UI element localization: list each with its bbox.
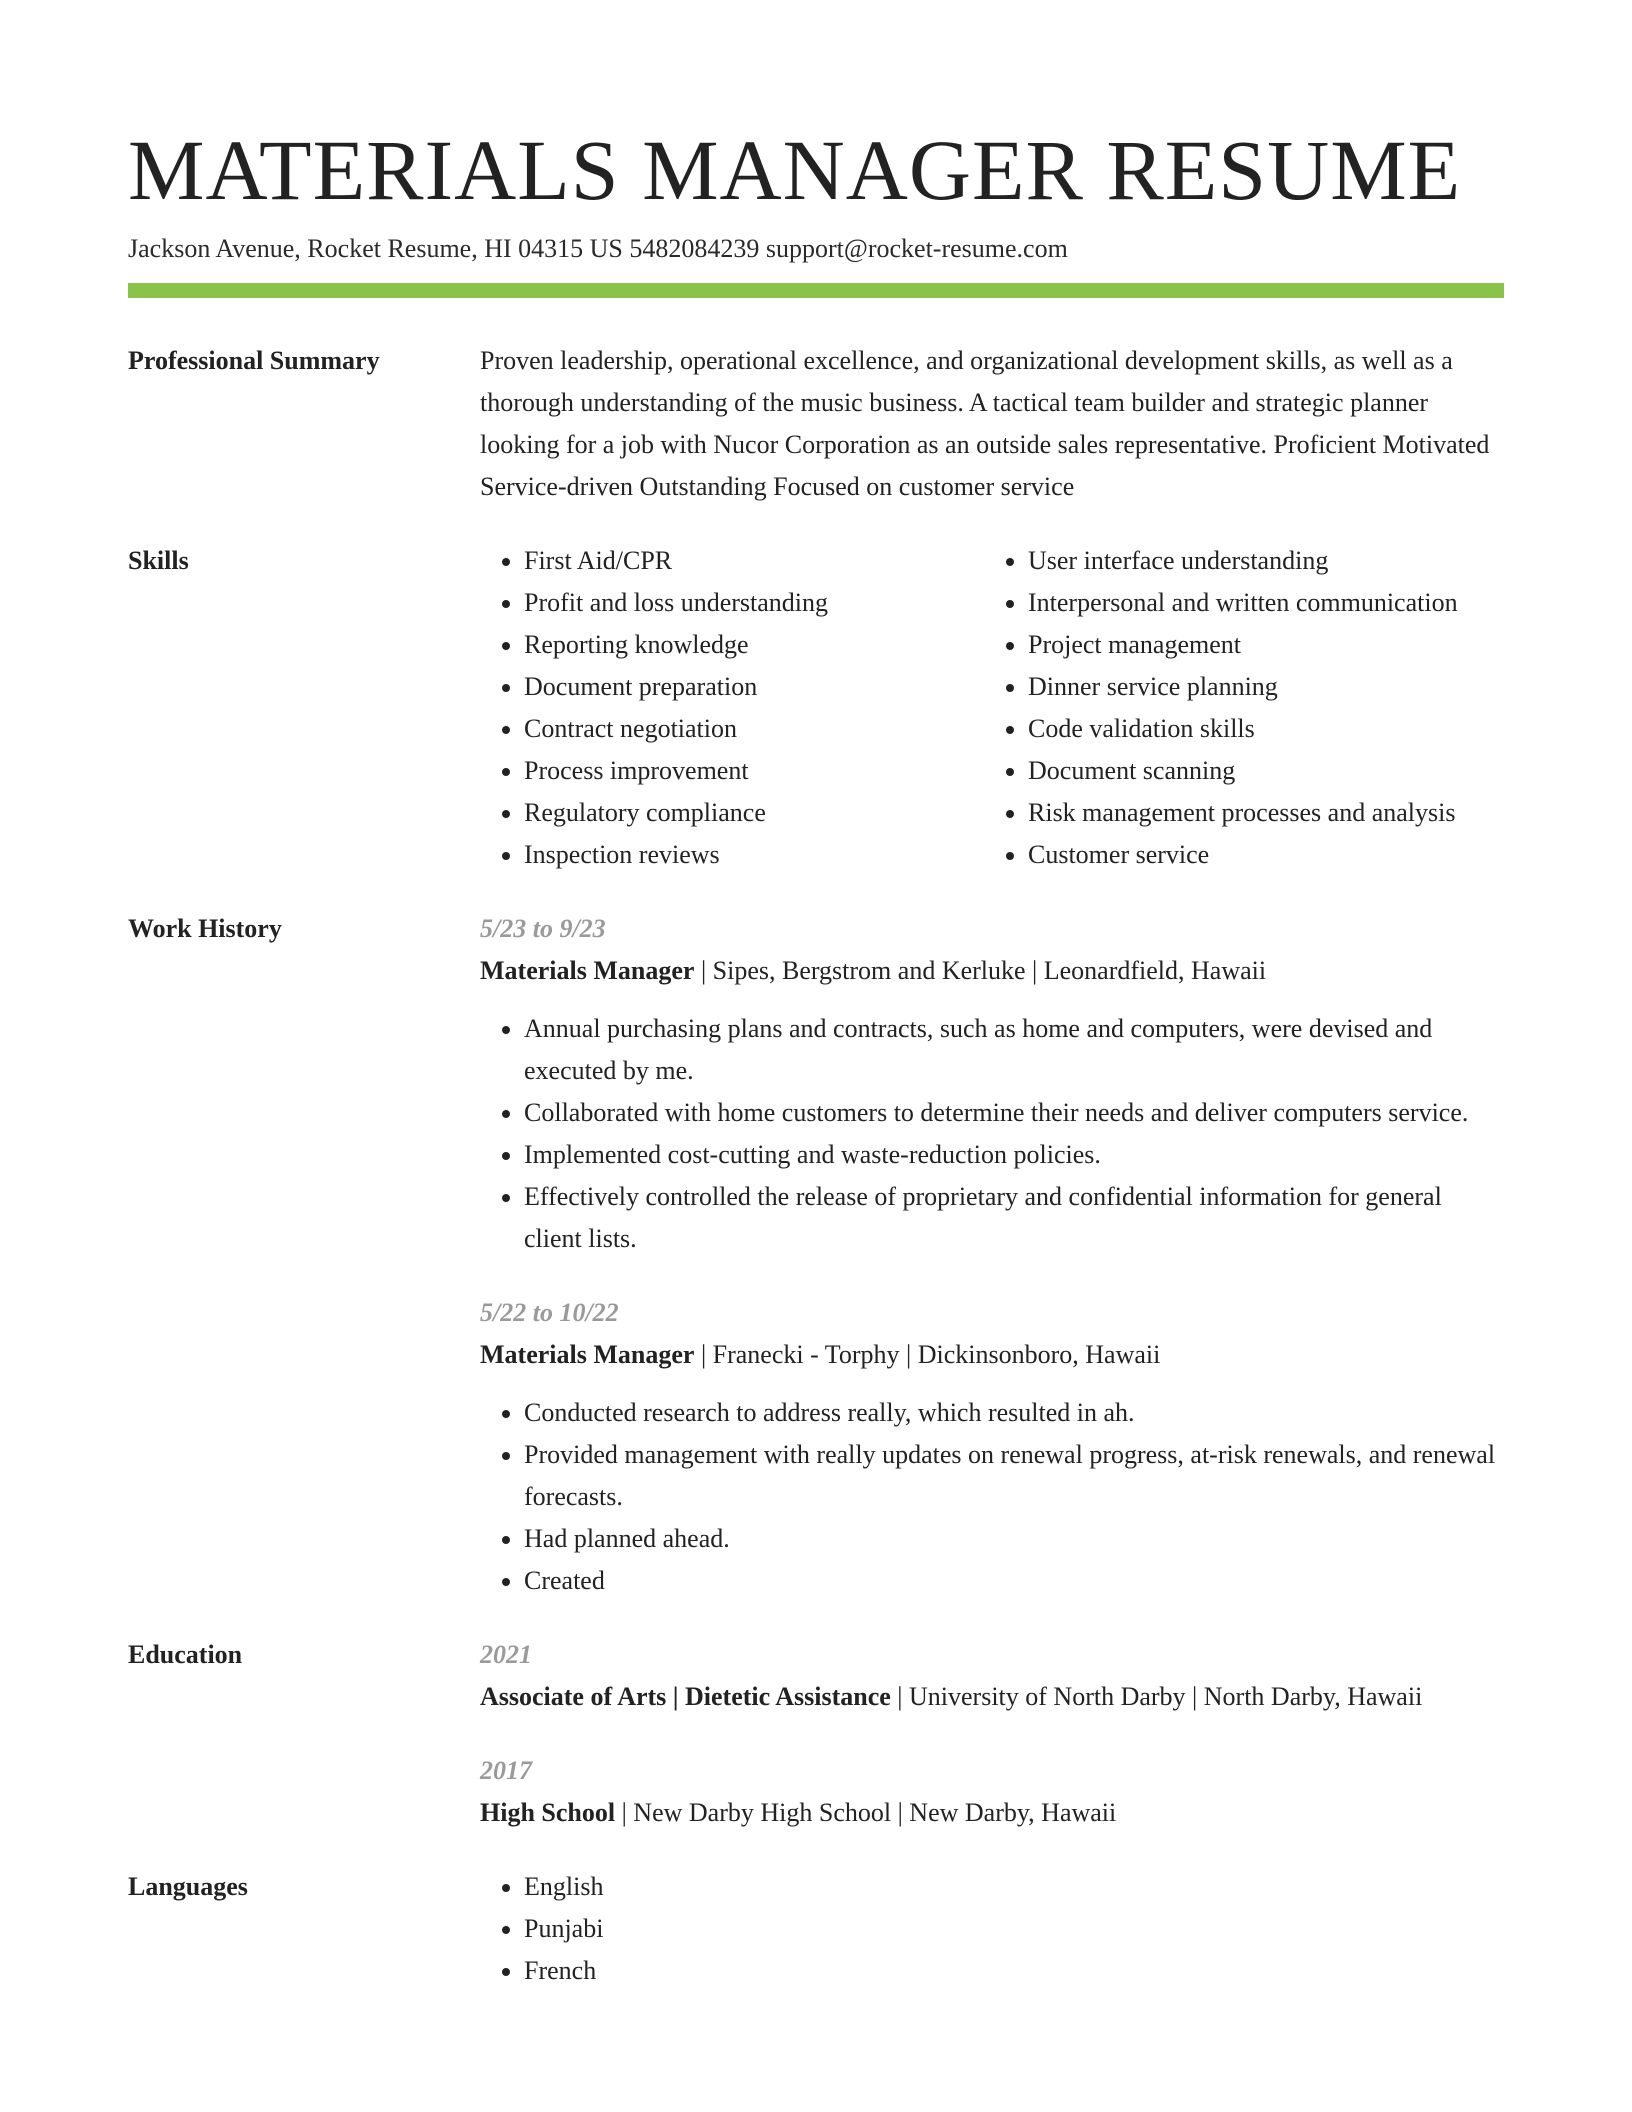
work-history-section	[128, 908, 1504, 1602]
resume-page	[128, 120, 1504, 2024]
education-body	[480, 1634, 1504, 1834]
language-item: • French	[524, 1950, 1504, 1992]
job-entry	[480, 1292, 1504, 1602]
summary-label: Professional Summary	[128, 346, 380, 375]
education-headline	[480, 1676, 1504, 1718]
skill-item: • Customer service	[1028, 834, 1488, 876]
education-label: Education	[128, 1640, 243, 1669]
work-history-body	[480, 908, 1504, 1602]
education-section	[128, 1634, 1504, 1834]
contact-info: Jackson Avenue, Rocket Resume, HI 04315 US 5482084239 support@rocket-resume.com	[128, 234, 1068, 263]
skill-item: • Reporting knowledge	[524, 624, 984, 666]
education-year: 2017	[480, 1756, 532, 1785]
job-details: | Sipes, Bergstrom and Kerluke | Leonardfield, Hawaii	[694, 956, 1267, 985]
skills-column-left	[480, 540, 984, 876]
work-history-label: Work History	[128, 914, 282, 943]
job-dates: 5/23 to 9/23	[480, 914, 606, 943]
skills-column-right	[984, 540, 1488, 876]
education-details: | New Darby High School | New Darby, Hawaii	[615, 1798, 1117, 1827]
accent-divider	[128, 283, 1504, 298]
job-bullet: • Implemented cost-cutting and waste-reduction policies.	[524, 1134, 1504, 1176]
education-headline	[480, 1792, 1504, 1834]
job-headline	[480, 1334, 1504, 1376]
summary-text: Proven leadership, operational excellence, and organizational development skills, as well as a thorough understanding of the music business. A tactical team builder and strategic planner looking for a job with Nucor Corporation as an outside sales representative. Proficient Motivated Service-driven Outstanding Focused on customer service	[480, 346, 1490, 501]
education-degree: High School	[480, 1798, 616, 1827]
skill-item: • Process improvement	[524, 750, 984, 792]
skill-item: • User interface understanding	[1028, 540, 1488, 582]
languages-body	[480, 1866, 1504, 1992]
job-title: Materials Manager	[480, 1340, 695, 1369]
skill-item: • Profit and loss understanding	[524, 582, 984, 624]
job-title: Materials Manager	[480, 956, 695, 985]
skill-item: • Document preparation	[524, 666, 984, 708]
job-bullet: • Conducted research to address really, which resulted in ah.	[524, 1392, 1504, 1434]
resume-title: MATERIALS MANAGER RESUME	[128, 122, 1462, 218]
skill-item: • Risk management processes and analysis	[1028, 792, 1488, 834]
summary-body	[480, 340, 1504, 508]
skills-label: Skills	[128, 546, 189, 575]
education-entry	[480, 1750, 1504, 1834]
job-bullet: • Created	[524, 1560, 1504, 1602]
skill-item: • Project management	[1028, 624, 1488, 666]
job-bullet: • Provided management with really updates on renewal progress, at-risk renewals, and renewal forecasts.	[524, 1434, 1504, 1518]
skills-list-left	[480, 540, 984, 876]
skills-body	[480, 540, 1504, 876]
skill-item: • Code validation skills	[1028, 708, 1488, 750]
job-bullet: • Annual purchasing plans and contracts, such as home and computers, were devised and executed by me.	[524, 1008, 1504, 1092]
languages-label: Languages	[128, 1872, 248, 1901]
job-bullet: • Collaborated with home customers to determine their needs and deliver computers service.	[524, 1092, 1504, 1134]
skill-item: • First Aid/CPR	[524, 540, 984, 582]
education-details: | University of North Darby | North Darby, Hawaii	[890, 1682, 1423, 1711]
languages-section	[128, 1866, 1504, 1992]
skill-item: • Interpersonal and written communication	[1028, 582, 1488, 624]
skills-section	[128, 540, 1504, 876]
languages-list	[480, 1866, 1504, 1992]
summary-section	[128, 340, 1504, 508]
education-entry	[480, 1634, 1504, 1718]
job-details: | Franecki - Torphy | Dickinsonboro, Hawaii	[694, 1340, 1161, 1369]
job-bullet: • Effectively controlled the release of proprietary and confidential information for general client lists.	[524, 1176, 1504, 1260]
skill-item: • Dinner service planning	[1028, 666, 1488, 708]
education-degree: Associate of Arts | Dietetic Assistance	[480, 1682, 891, 1711]
language-item: • English	[524, 1866, 1504, 1908]
education-year: 2021	[480, 1640, 532, 1669]
skill-item: • Inspection reviews	[524, 834, 984, 876]
skills-list-right	[984, 540, 1488, 876]
skills-columns	[480, 540, 1504, 876]
job-headline	[480, 950, 1504, 992]
job-bullets	[480, 1008, 1504, 1260]
job-bullet: • Had planned ahead.	[524, 1518, 1504, 1560]
skill-item: • Regulatory compliance	[524, 792, 984, 834]
skill-item: • Contract negotiation	[524, 708, 984, 750]
job-entry	[480, 908, 1504, 1260]
job-dates: 5/22 to 10/22	[480, 1298, 619, 1327]
language-item: • Punjabi	[524, 1908, 1504, 1950]
job-bullets	[480, 1392, 1504, 1602]
skill-item: • Document scanning	[1028, 750, 1488, 792]
